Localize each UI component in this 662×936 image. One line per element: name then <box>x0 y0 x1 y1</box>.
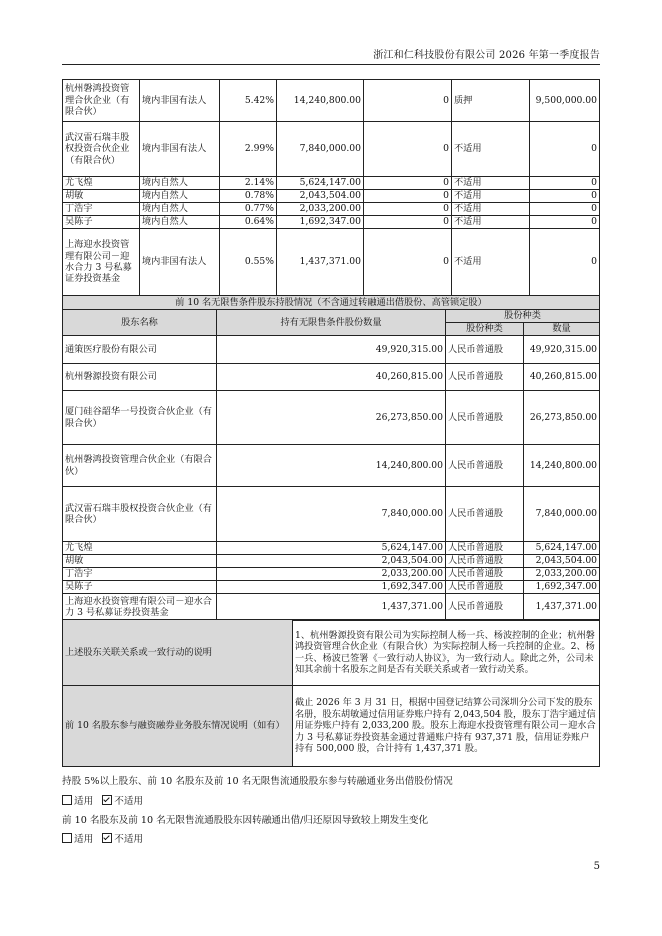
restricted-shares: 0 <box>364 177 452 190</box>
shareholder-name: 丁浩宇 <box>63 568 217 581</box>
table-row <box>63 594 600 621</box>
unrestricted-shareholders-table <box>62 295 600 621</box>
col-header-type-qty: 数量 <box>524 323 600 336</box>
change-options <box>62 831 143 845</box>
restricted-shares: 0 <box>364 203 452 216</box>
share-type: 人民币普通股 <box>446 555 524 568</box>
shareholder-name: 上海迎水投资管理有限公司－迎水合力 3 号私募证券投资基金 <box>63 229 140 296</box>
pledge-quantity: 0 <box>530 190 600 203</box>
change-applicable-label: 适用 <box>74 834 94 845</box>
shareholder-name: 厦门硅谷韶华一号投资合伙企业（有限合伙） <box>63 391 217 445</box>
holding-shares: 5,624,147.00 <box>277 177 364 190</box>
table-row <box>63 391 600 445</box>
table-row <box>63 336 600 364</box>
share-type: 人民币普通股 <box>446 364 524 391</box>
holding-percent: 0.64% <box>220 216 277 229</box>
margin-trading-text: 截止 2026 年 3 月 31 日，根据中国登记结算公司深圳分公司下发的股东名册，股东胡敏通过信用证券账户持有 2,043,504 股，股东丁浩宇通过信用证券账户持有 2,033,200 股。股东上海迎水投资管理有限公司－迎水合力 3 号私募证券投资基金通过普通账户持有 937,371 股，信用证券账户持有 500,000 股，合计持有 1,437,371 股。 <box>293 686 600 767</box>
share-type-qty: 26,273,850.00 <box>524 391 600 445</box>
share-type: 人民币普通股 <box>446 542 524 555</box>
unrestricted-qty: 1,692,347.00 <box>217 581 446 594</box>
restricted-shares: 0 <box>364 216 452 229</box>
change-section-title: 前 10 名股东及前 10 名无限售流通股股东因转融通出借/归还原因导致较上期发生变化 <box>62 815 429 826</box>
shareholder-name: 尤飞煌 <box>63 177 140 190</box>
checkbox-applicable-unchecked-icon[interactable] <box>62 795 72 805</box>
restricted-shares: 0 <box>364 190 452 203</box>
share-type-qty: 2,033,200.00 <box>524 568 600 581</box>
relationship-label: 上述股东关联关系或一致行动的说明 <box>63 620 293 686</box>
table-row <box>63 364 600 391</box>
table-row <box>63 80 600 122</box>
pledge-status: 质押 <box>452 80 530 122</box>
shareholder-nature: 境内自然人 <box>140 216 220 229</box>
unrestricted-qty: 7,840,000.00 <box>217 487 446 542</box>
table-row <box>63 190 600 203</box>
shareholder-nature: 境内非国有法人 <box>140 229 220 296</box>
holding-percent: 5.42% <box>220 80 277 122</box>
shareholder-name: 杭州磐鸿投资管理合伙企业（有限合伙） <box>63 80 140 122</box>
share-type-qty: 7,840,000.00 <box>524 487 600 542</box>
checkbox-not-applicable-checked-icon[interactable] <box>102 833 112 843</box>
share-type: 人民币普通股 <box>446 391 524 445</box>
lending-applicable-label: 适用 <box>74 796 94 807</box>
holding-shares: 1,437,371.00 <box>277 229 364 296</box>
col-header-type-group: 股份种类 <box>446 310 600 323</box>
share-type-qty: 5,624,147.00 <box>524 542 600 555</box>
pledge-quantity: 0 <box>530 229 600 296</box>
table-row <box>63 122 600 177</box>
shareholder-name: 杭州磐鸿投资管理合伙企业（有限合伙） <box>63 445 217 487</box>
holding-percent: 2.14% <box>220 177 277 190</box>
unrestricted-section-title: 前 10 名无限售条件股东持股情况（不含通过转融通出借股份、高管锁定股） <box>63 296 600 310</box>
table-row <box>63 177 600 190</box>
share-type: 人民币普通股 <box>446 487 524 542</box>
table-row <box>63 581 600 594</box>
holding-shares: 14,240,800.00 <box>277 80 364 122</box>
section-title-row <box>63 296 600 310</box>
shareholder-nature: 境内自然人 <box>140 203 220 216</box>
table-row <box>63 216 600 229</box>
share-type-qty: 1,692,347.00 <box>524 581 600 594</box>
pledge-status: 不适用 <box>452 177 530 190</box>
shareholder-nature: 境内非国有法人 <box>140 80 220 122</box>
share-type-qty: 1,437,371.00 <box>524 594 600 621</box>
holding-percent: 0.78% <box>220 190 277 203</box>
relationship-text: 1、杭州磐源投资有限公司为实际控制人杨一兵、杨波控制的企业；杭州磐鸿投资管理合伙企业（有限合伙）为实际控制人杨一兵控制的企业。2、杨一兵、杨波已签署《一致行动人协议》，为一致行动人。除此之外，公司未知其余前十名股东之间是否有关联关系或者一致行动关系。 <box>293 620 600 686</box>
pledge-quantity: 9,500,000.00 <box>530 80 600 122</box>
table-row <box>63 445 600 487</box>
lending-section-title: 持股 5%以上股东、前 10 名股东及前 10 名无限售流通股股东参与转融通业务出借股份情况 <box>62 776 453 787</box>
top10-shareholders-table <box>62 79 600 296</box>
share-type-qty: 2,043,504.00 <box>524 555 600 568</box>
unrestricted-qty: 49,920,315.00 <box>217 336 446 364</box>
holding-shares: 2,033,200.00 <box>277 203 364 216</box>
pledge-status: 不适用 <box>452 216 530 229</box>
share-type: 人民币普通股 <box>446 581 524 594</box>
pledge-status: 不适用 <box>452 229 530 296</box>
header-divider <box>62 64 600 65</box>
pledge-quantity: 0 <box>530 203 600 216</box>
table-row <box>63 542 600 555</box>
share-type: 人民币普通股 <box>446 445 524 487</box>
shareholder-name: 吴陈子 <box>63 216 140 229</box>
unrestricted-qty: 40,260,815.00 <box>217 364 446 391</box>
share-type-qty: 40,260,815.00 <box>524 364 600 391</box>
share-type: 人民币普通股 <box>446 594 524 621</box>
pledge-status: 不适用 <box>452 122 530 177</box>
explanations-table <box>62 619 600 767</box>
col-header-qty: 持有无限售条件股份数量 <box>217 310 446 336</box>
shareholder-nature: 境内自然人 <box>140 190 220 203</box>
shareholder-name: 吴陈子 <box>63 581 217 594</box>
pledge-quantity: 0 <box>530 216 600 229</box>
share-type-qty: 49,920,315.00 <box>524 336 600 364</box>
shareholder-name: 胡敏 <box>63 190 140 203</box>
table-row <box>63 229 600 296</box>
restricted-shares: 0 <box>364 80 452 122</box>
change-not-applicable-label: 不适用 <box>114 834 144 845</box>
col-header-name: 股东名称 <box>63 310 217 336</box>
restricted-shares: 0 <box>364 122 452 177</box>
holding-shares: 7,840,000.00 <box>277 122 364 177</box>
share-type: 人民币普通股 <box>446 568 524 581</box>
table-row <box>63 203 600 216</box>
holding-percent: 0.77% <box>220 203 277 216</box>
holding-shares: 1,692,347.00 <box>277 216 364 229</box>
report-header-title: 浙江和仁科技股份有限公司 2026 年第一季度报告 <box>373 50 600 61</box>
holding-percent: 2.99% <box>220 122 277 177</box>
pledge-quantity: 0 <box>530 122 600 177</box>
col-header-type: 股份种类 <box>446 323 524 336</box>
share-type: 人民币普通股 <box>446 336 524 364</box>
checkbox-applicable-unchecked-icon[interactable] <box>62 833 72 843</box>
margin-trading-label: 前 10 名股东参与融资融券业务股东情况说明（如有） <box>63 686 293 767</box>
table-row <box>63 555 600 568</box>
shareholder-nature: 境内非国有法人 <box>140 122 220 177</box>
table-row <box>63 620 600 686</box>
shareholder-name: 武汉雷石瑞丰股权投资合伙企业（有限合伙） <box>63 487 217 542</box>
header-row <box>63 310 600 323</box>
pledge-status: 不适用 <box>452 203 530 216</box>
shareholder-name: 尤飞煌 <box>63 542 217 555</box>
share-type-qty: 14,240,800.00 <box>524 445 600 487</box>
unrestricted-qty: 2,033,200.00 <box>217 568 446 581</box>
shareholder-name: 武汉雷石瑞丰股权投资合伙企业（有限合伙） <box>63 122 140 177</box>
unrestricted-qty: 2,043,504.00 <box>217 555 446 568</box>
checkbox-not-applicable-checked-icon[interactable] <box>102 795 112 805</box>
table-row <box>63 487 600 542</box>
unrestricted-qty: 14,240,800.00 <box>217 445 446 487</box>
page-number: 5 <box>593 861 600 872</box>
shareholder-name: 胡敏 <box>63 555 217 568</box>
restricted-shares: 0 <box>364 229 452 296</box>
unrestricted-qty: 5,624,147.00 <box>217 542 446 555</box>
shareholder-name: 通策医疗股份有限公司 <box>63 336 217 364</box>
shareholder-name: 上海迎水投资管理有限公司－迎水合力 3 号私募证券投资基金 <box>63 594 217 621</box>
unrestricted-qty: 1,437,371.00 <box>217 594 446 621</box>
shareholder-nature: 境内自然人 <box>140 177 220 190</box>
shareholder-name: 丁浩宇 <box>63 203 140 216</box>
holding-shares: 2,043,504.00 <box>277 190 364 203</box>
lending-options <box>62 793 143 807</box>
shareholder-name: 杭州磐源投资有限公司 <box>63 364 217 391</box>
pledge-status: 不适用 <box>452 190 530 203</box>
lending-not-applicable-label: 不适用 <box>114 796 144 807</box>
table-row <box>63 568 600 581</box>
pledge-quantity: 0 <box>530 177 600 190</box>
table-row <box>63 686 600 767</box>
holding-percent: 0.55% <box>220 229 277 296</box>
unrestricted-qty: 26,273,850.00 <box>217 391 446 445</box>
